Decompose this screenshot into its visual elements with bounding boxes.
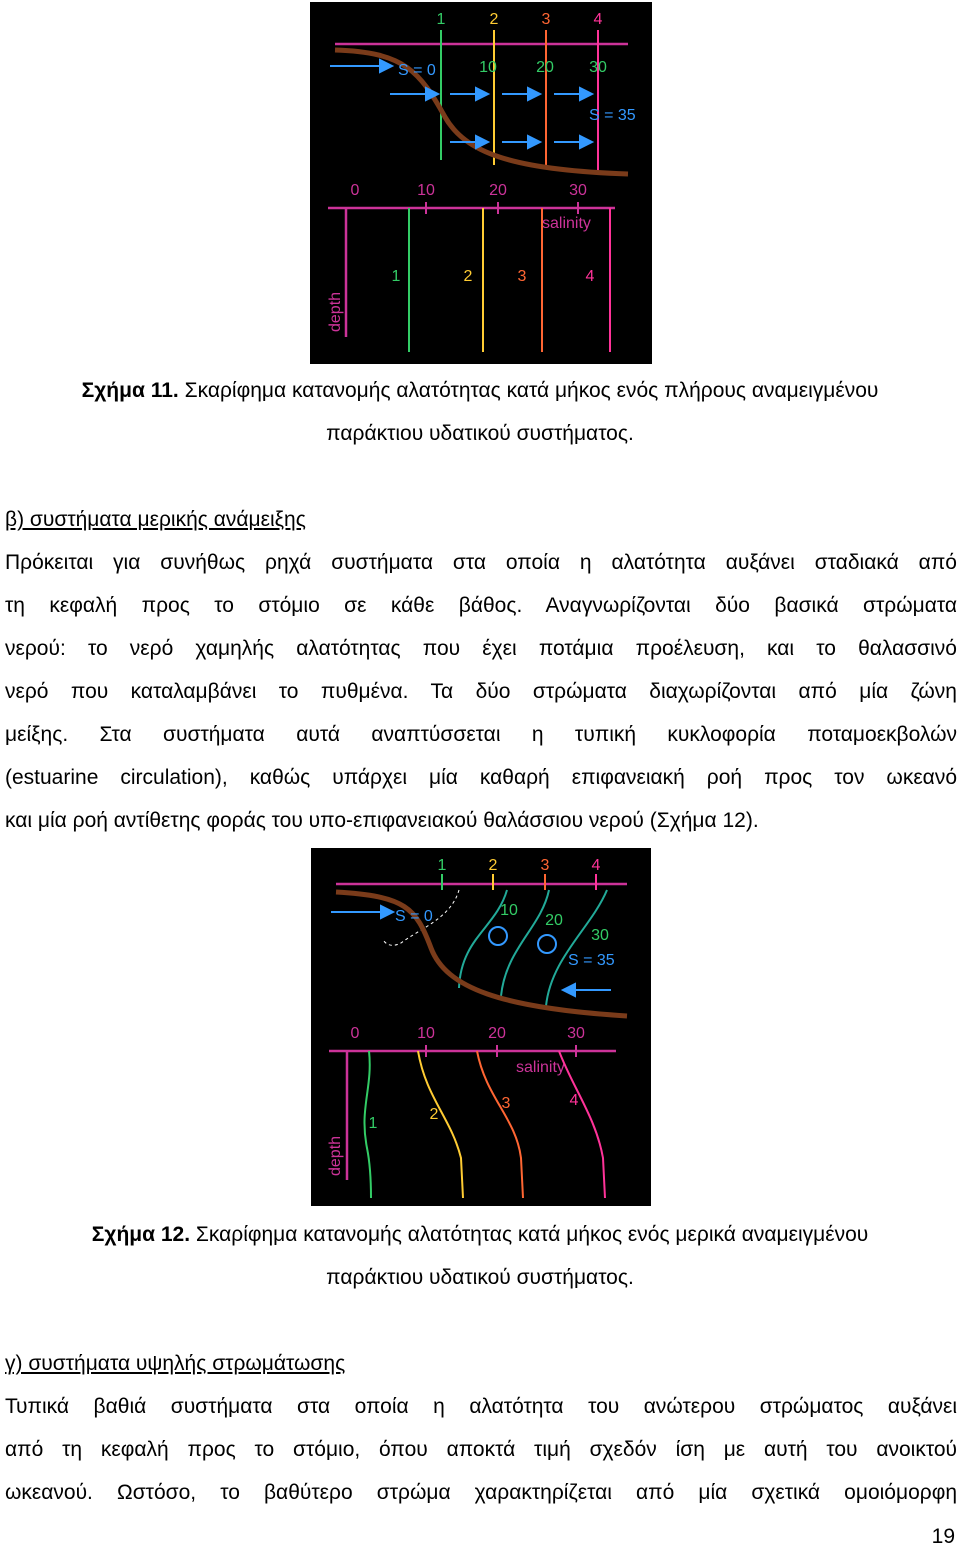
fig12-profile-2 — [418, 1051, 463, 1198]
fig11-profile-number-1: 1 — [391, 268, 401, 285]
caption-figure-11 — [0, 369, 960, 455]
section-b-line-1: Πρόκειται για συνήθως ρηχά συστήματα στα οποία η αλατότητα αυξάνει σταδιακά από — [5, 551, 957, 574]
fig12-tick-10: 10 — [417, 1025, 435, 1042]
fig11-s0-label: S = 0 — [398, 62, 436, 79]
fig12-salinity-30: 30 — [591, 927, 609, 944]
fig12-profile-number-2: 2 — [429, 1106, 439, 1123]
fig12-top-ticks — [442, 874, 596, 890]
section-b-heading: β) συστήματα μερικής ανάμειξης — [5, 508, 306, 531]
page-number: 19 — [931, 1525, 955, 1548]
caption-11-label: Σχήμα 11. — [81, 379, 179, 402]
fig12-top-number-4: 4 — [591, 857, 601, 874]
fig11-profile-number-4: 4 — [585, 268, 595, 285]
section-b-line-5: μείξης. Στα συστήματα αυτά αναπτύσσεται η τυπική κυκλοφορία ποταμοεκβολών — [5, 723, 957, 746]
fig12-tick-20: 20 — [488, 1025, 506, 1042]
fig12-top-number-2: 2 — [488, 857, 498, 874]
section-b-line-7: και μία ροή αντίθετης φοράς του υπο-επιφανειακού θαλάσσιου νερού (Σχήμα 12). — [5, 809, 759, 832]
fig11-profile-number-3: 3 — [517, 268, 527, 285]
section-b-line-2: τη κεφαλή προς το στόμιο σε κάθε βάθος. Αναγνωρίζονται δύο βασικά στρώματα — [5, 594, 957, 617]
section-b-paragraph — [5, 541, 957, 842]
caption-12-text-2: παράκτιου υδατικού συστήματος. — [326, 1266, 634, 1289]
section-c-paragraph — [5, 1385, 957, 1514]
fig12-eddy-1-icon — [489, 927, 507, 945]
fig11-salinity-30: 30 — [589, 59, 607, 76]
caption-figure-12 — [0, 1213, 960, 1299]
fig12-tick-30: 30 — [567, 1025, 585, 1042]
fig12-salinity-20: 20 — [545, 912, 563, 929]
fig12-salinity-10: 10 — [500, 902, 518, 919]
fig12-tick-0: 0 — [350, 1025, 360, 1042]
section-c-heading: γ) συστήματα υψηλής στρωμάτωσης — [5, 1352, 346, 1375]
fig11-salinity-20: 20 — [536, 59, 554, 76]
fig11-top-number-4: 4 — [593, 11, 603, 28]
fig12-svg — [311, 848, 651, 1206]
section-c-line-1: Τυπικά βαθιά συστήματα στα οποία η αλατότητα του ανώτερου στρώματος αυξάνει — [5, 1395, 957, 1418]
section-b-line-3: νερού: το νερό χαμηλής αλατότητας που έχει ποτάμια προέλευση, και το θαλασσινό — [5, 637, 957, 660]
fig11-s35-label: S = 35 — [589, 107, 636, 124]
fig11-top-number-3: 3 — [541, 11, 551, 28]
figure-11-diagram — [310, 2, 652, 364]
fig12-top-number-3: 3 — [540, 857, 550, 874]
fig12-profile-4 — [559, 1051, 605, 1198]
caption-12-text: Σκαρίφημα κατανομής αλατότητας κατά μήκος ενός μερικά αναμειγμένου — [195, 1223, 869, 1246]
fig12-profile-number-4: 4 — [569, 1092, 579, 1109]
fig11-tick-10: 10 — [417, 182, 435, 199]
fig12-s35-label: S = 35 — [568, 952, 615, 969]
section-b-line-4: νερό που καταλαμβάνει το πυθμένα. Τα δύο στρώματα διαχωρίζονται από μία ζώνη — [5, 680, 957, 703]
fig12-top-number-1: 1 — [437, 857, 447, 874]
figure-12-diagram — [311, 848, 651, 1206]
fig11-depth-label: depth — [327, 291, 344, 332]
fig11-tick-20: 20 — [489, 182, 507, 199]
fig11-tick-0: 0 — [350, 182, 360, 199]
fig11-svg — [310, 2, 652, 364]
fig11-top-number-1: 1 — [436, 11, 446, 28]
section-b-line-6: (estuarine circulation), καθώς υπάρχει μία καθαρή επιφανειακή ροή προς τον ωκεανό — [5, 766, 957, 789]
fig12-s0-label: S = 0 — [395, 908, 433, 925]
caption-11-text: Σκαρίφημα κατανομής αλατότητας κατά μήκος ενός πλήρους αναμειγμένου — [184, 379, 879, 402]
fig11-salinity-10: 10 — [479, 59, 497, 76]
section-c-line-3: ωκεανού. Ωστόσο, το βαθύτερο στρώμα χαρακτηρίζεται από μία σχετικά ομοιόμορφη — [5, 1481, 957, 1504]
fig11-tick-30: 30 — [569, 182, 587, 199]
fig12-profile-number-1: 1 — [368, 1115, 378, 1132]
fig12-eddy-2-icon — [538, 935, 556, 953]
fig11-profile-number-2: 2 — [463, 268, 473, 285]
fig12-depth-label: depth — [327, 1135, 344, 1176]
fig12-profile-number-3: 3 — [501, 1095, 511, 1112]
caption-12-label: Σχήμα 12. — [91, 1223, 191, 1246]
section-c-line-2: από τη κεφαλή προς το στόμιο, όπου αποκτά τιμή σχεδόν ίση με αυτή του ανοικτού — [5, 1438, 957, 1461]
fig11-axis-title: salinity — [542, 215, 591, 232]
fig11-top-number-2: 2 — [489, 11, 499, 28]
fig12-axis-title: salinity — [516, 1059, 565, 1076]
caption-11-text-2: παράκτιου υδατικού συστήματος. — [326, 422, 634, 445]
